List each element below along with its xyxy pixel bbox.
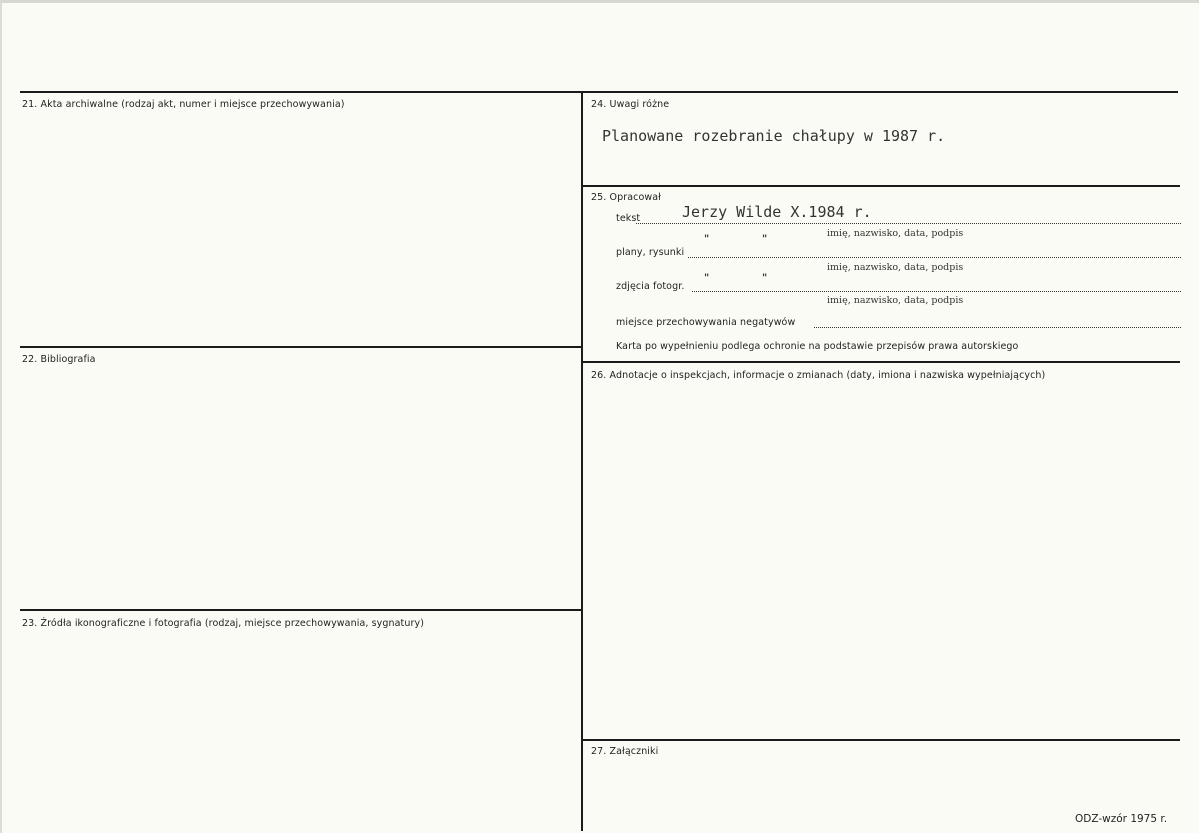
center-divider: [581, 91, 583, 831]
section-24-label: 24. Uwagi różne: [591, 99, 670, 110]
negatywy-line: [814, 327, 1181, 328]
section-25-label: 25. Opracował: [591, 192, 661, 203]
plany-caption: imię, nazwisko, data, podpis: [827, 262, 964, 273]
section-24-value[interactable]: Planowane rozebranie chałupy w 1987 r.: [602, 127, 946, 145]
rule-27: [583, 739, 1180, 741]
zdjecia-caption: imię, nazwisko, data, podpis: [827, 295, 964, 306]
rule-23: [20, 609, 581, 611]
zdjecia-ditto-1: ": [704, 273, 710, 284]
rule-22: [20, 346, 581, 348]
form-id: ODZ-wzór 1975 r.: [1075, 813, 1168, 825]
top-rule: [20, 91, 1178, 93]
zdjecia-ditto-2: ": [762, 273, 768, 284]
plany-ditto-2: ": [762, 234, 768, 245]
rule-26: [583, 361, 1180, 363]
section-22-label: 22. Bibliografia: [22, 354, 96, 365]
tekst-value[interactable]: Jerzy Wilde X.1984 r.: [682, 203, 872, 221]
tekst-caption: imię, nazwisko, data, podpis: [827, 228, 964, 239]
tekst-label: tekst: [616, 213, 641, 224]
section-21-label: 21. Akta archiwalne (rodzaj akt, numer i miejsce przechowywania): [22, 99, 345, 110]
tekst-line: [636, 223, 1181, 224]
section-27-label: 27. Załączniki: [591, 746, 659, 757]
zdjecia-line: [692, 291, 1181, 292]
negatywy-label: miejsce przechowywania negatywów: [616, 317, 796, 328]
section-23-label: 23. Źródła ikonograficzne i fotografia (rodzaj, miejsce przechowywania, sygnatury): [22, 618, 425, 629]
plany-ditto-1: ": [704, 234, 710, 245]
plany-label: plany, rysunki: [616, 247, 685, 258]
section-26-label: 26. Adnotacje o inspekcjach, informacje o zmianach (daty, imiona i nazwiska wypełniających): [591, 370, 1046, 381]
zdjecia-label: zdjęcia fotogr.: [616, 281, 685, 292]
copyright-note: Karta po wypełnieniu podlega ochronie na podstawie przepisów prawa autorskiego: [616, 341, 1019, 352]
rule-25: [583, 185, 1180, 187]
plany-line: [688, 257, 1181, 258]
